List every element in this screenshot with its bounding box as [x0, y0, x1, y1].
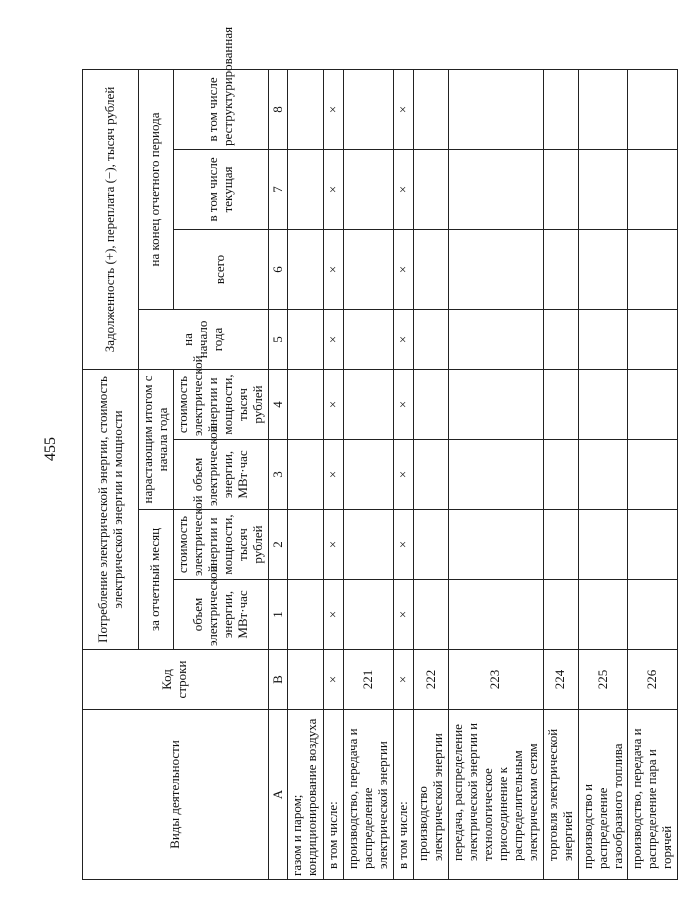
header-start-year: на начало года: [139, 309, 269, 369]
header-activity: Виды деятельности: [83, 710, 269, 880]
header-code: Код строки: [83, 650, 269, 710]
colnum-a: А: [268, 710, 288, 880]
cross-mark: ×: [394, 69, 414, 149]
colnum-5: 5: [268, 309, 288, 369]
colnum-2: 2: [268, 510, 288, 580]
cross-mark: ×: [324, 580, 344, 650]
row-code: ×: [324, 650, 344, 710]
cross-mark: ×: [394, 369, 414, 439]
rotated-form: [82, 26, 675, 880]
colnum-8: 8: [268, 69, 288, 149]
header-debt: Задолженность (+), переплата (−), тысяч рублей: [83, 69, 139, 369]
cross-mark: ×: [394, 309, 414, 369]
header-end-period: на конец отчетного периода: [139, 69, 174, 309]
cross-mark: ×: [394, 440, 414, 510]
row-code: 224: [543, 650, 578, 710]
colnum-4: 4: [268, 369, 288, 439]
row-code: 226: [628, 650, 678, 710]
row-code: [288, 650, 324, 710]
cross-mark: ×: [324, 309, 344, 369]
cross-mark: ×: [324, 69, 344, 149]
table-row: [628, 69, 678, 879]
table-row: [543, 69, 578, 879]
header-cost-cumulative: стоимость электрической энергии и мощности, тысяч рублей: [173, 369, 268, 439]
header-incl-current: в том числе текущая: [173, 149, 268, 229]
cross-mark: ×: [394, 149, 414, 229]
row-code: 221: [344, 650, 394, 710]
colnum-7: 7: [268, 149, 288, 229]
cross-mark: ×: [324, 229, 344, 309]
header-consumption: Потребление электрической энергии, стоимость электрической энергии и мощности: [83, 369, 139, 649]
row-code: ×: [394, 650, 414, 710]
row-activity: в том числе:: [394, 710, 414, 880]
table-row: [414, 69, 449, 879]
table-row: [394, 69, 414, 879]
column-numbers-row: [268, 69, 288, 879]
statistics-table: [82, 26, 678, 880]
table-row: [324, 69, 344, 879]
row-code: 225: [578, 650, 628, 710]
row-code: 222: [414, 650, 449, 710]
cross-mark: ×: [324, 149, 344, 229]
header-volume-cumulative: объем электрической энергии, МВт·час: [173, 440, 268, 510]
row-activity: газом и паром; кондиционирование воздуха: [288, 710, 324, 880]
table-row: [288, 69, 324, 879]
cross-mark: ×: [324, 440, 344, 510]
colnum-6: 6: [268, 229, 288, 309]
header-total: всего: [173, 229, 268, 309]
cross-mark: ×: [324, 510, 344, 580]
colnum-3: 3: [268, 440, 288, 510]
page-number: 455: [42, 437, 59, 461]
cross-mark: ×: [394, 580, 414, 650]
table-row: [578, 69, 628, 879]
row-code: 223: [449, 650, 544, 710]
header-cumulative: нарастающим итогом с начала года: [139, 369, 174, 509]
row-activity: производство, передача и распределение пара и горячей: [628, 710, 678, 880]
row-activity: производство, передача и распределение электрической энергии: [344, 710, 394, 880]
header-for-month: за отчетный месяц: [139, 510, 174, 650]
header-cost-month: стоимость электрической энергии и мощности, тысяч рублей: [173, 510, 268, 580]
cross-mark: ×: [324, 369, 344, 439]
row-activity: производство и распределение газообразного топлива: [578, 710, 628, 880]
colnum-1: 1: [268, 580, 288, 650]
header-incl-restructured: в том числе реструктурированная: [173, 69, 268, 149]
row-activity: торговля электрической энергией: [543, 710, 578, 880]
cross-mark: ×: [394, 510, 414, 580]
table-row: [449, 69, 544, 879]
row-activity: производство электрической энергии: [414, 710, 449, 880]
row-activity: в том числе:: [324, 710, 344, 880]
table-row: [344, 69, 394, 879]
cross-mark: ×: [394, 229, 414, 309]
row-activity: передача, распределение электрической энергии и технологическое присоединение к распределительным электрическим сетям: [449, 710, 544, 880]
header-volume-month: объем электрической энергии, МВт·час: [173, 580, 268, 650]
colnum-b: В: [268, 650, 288, 710]
